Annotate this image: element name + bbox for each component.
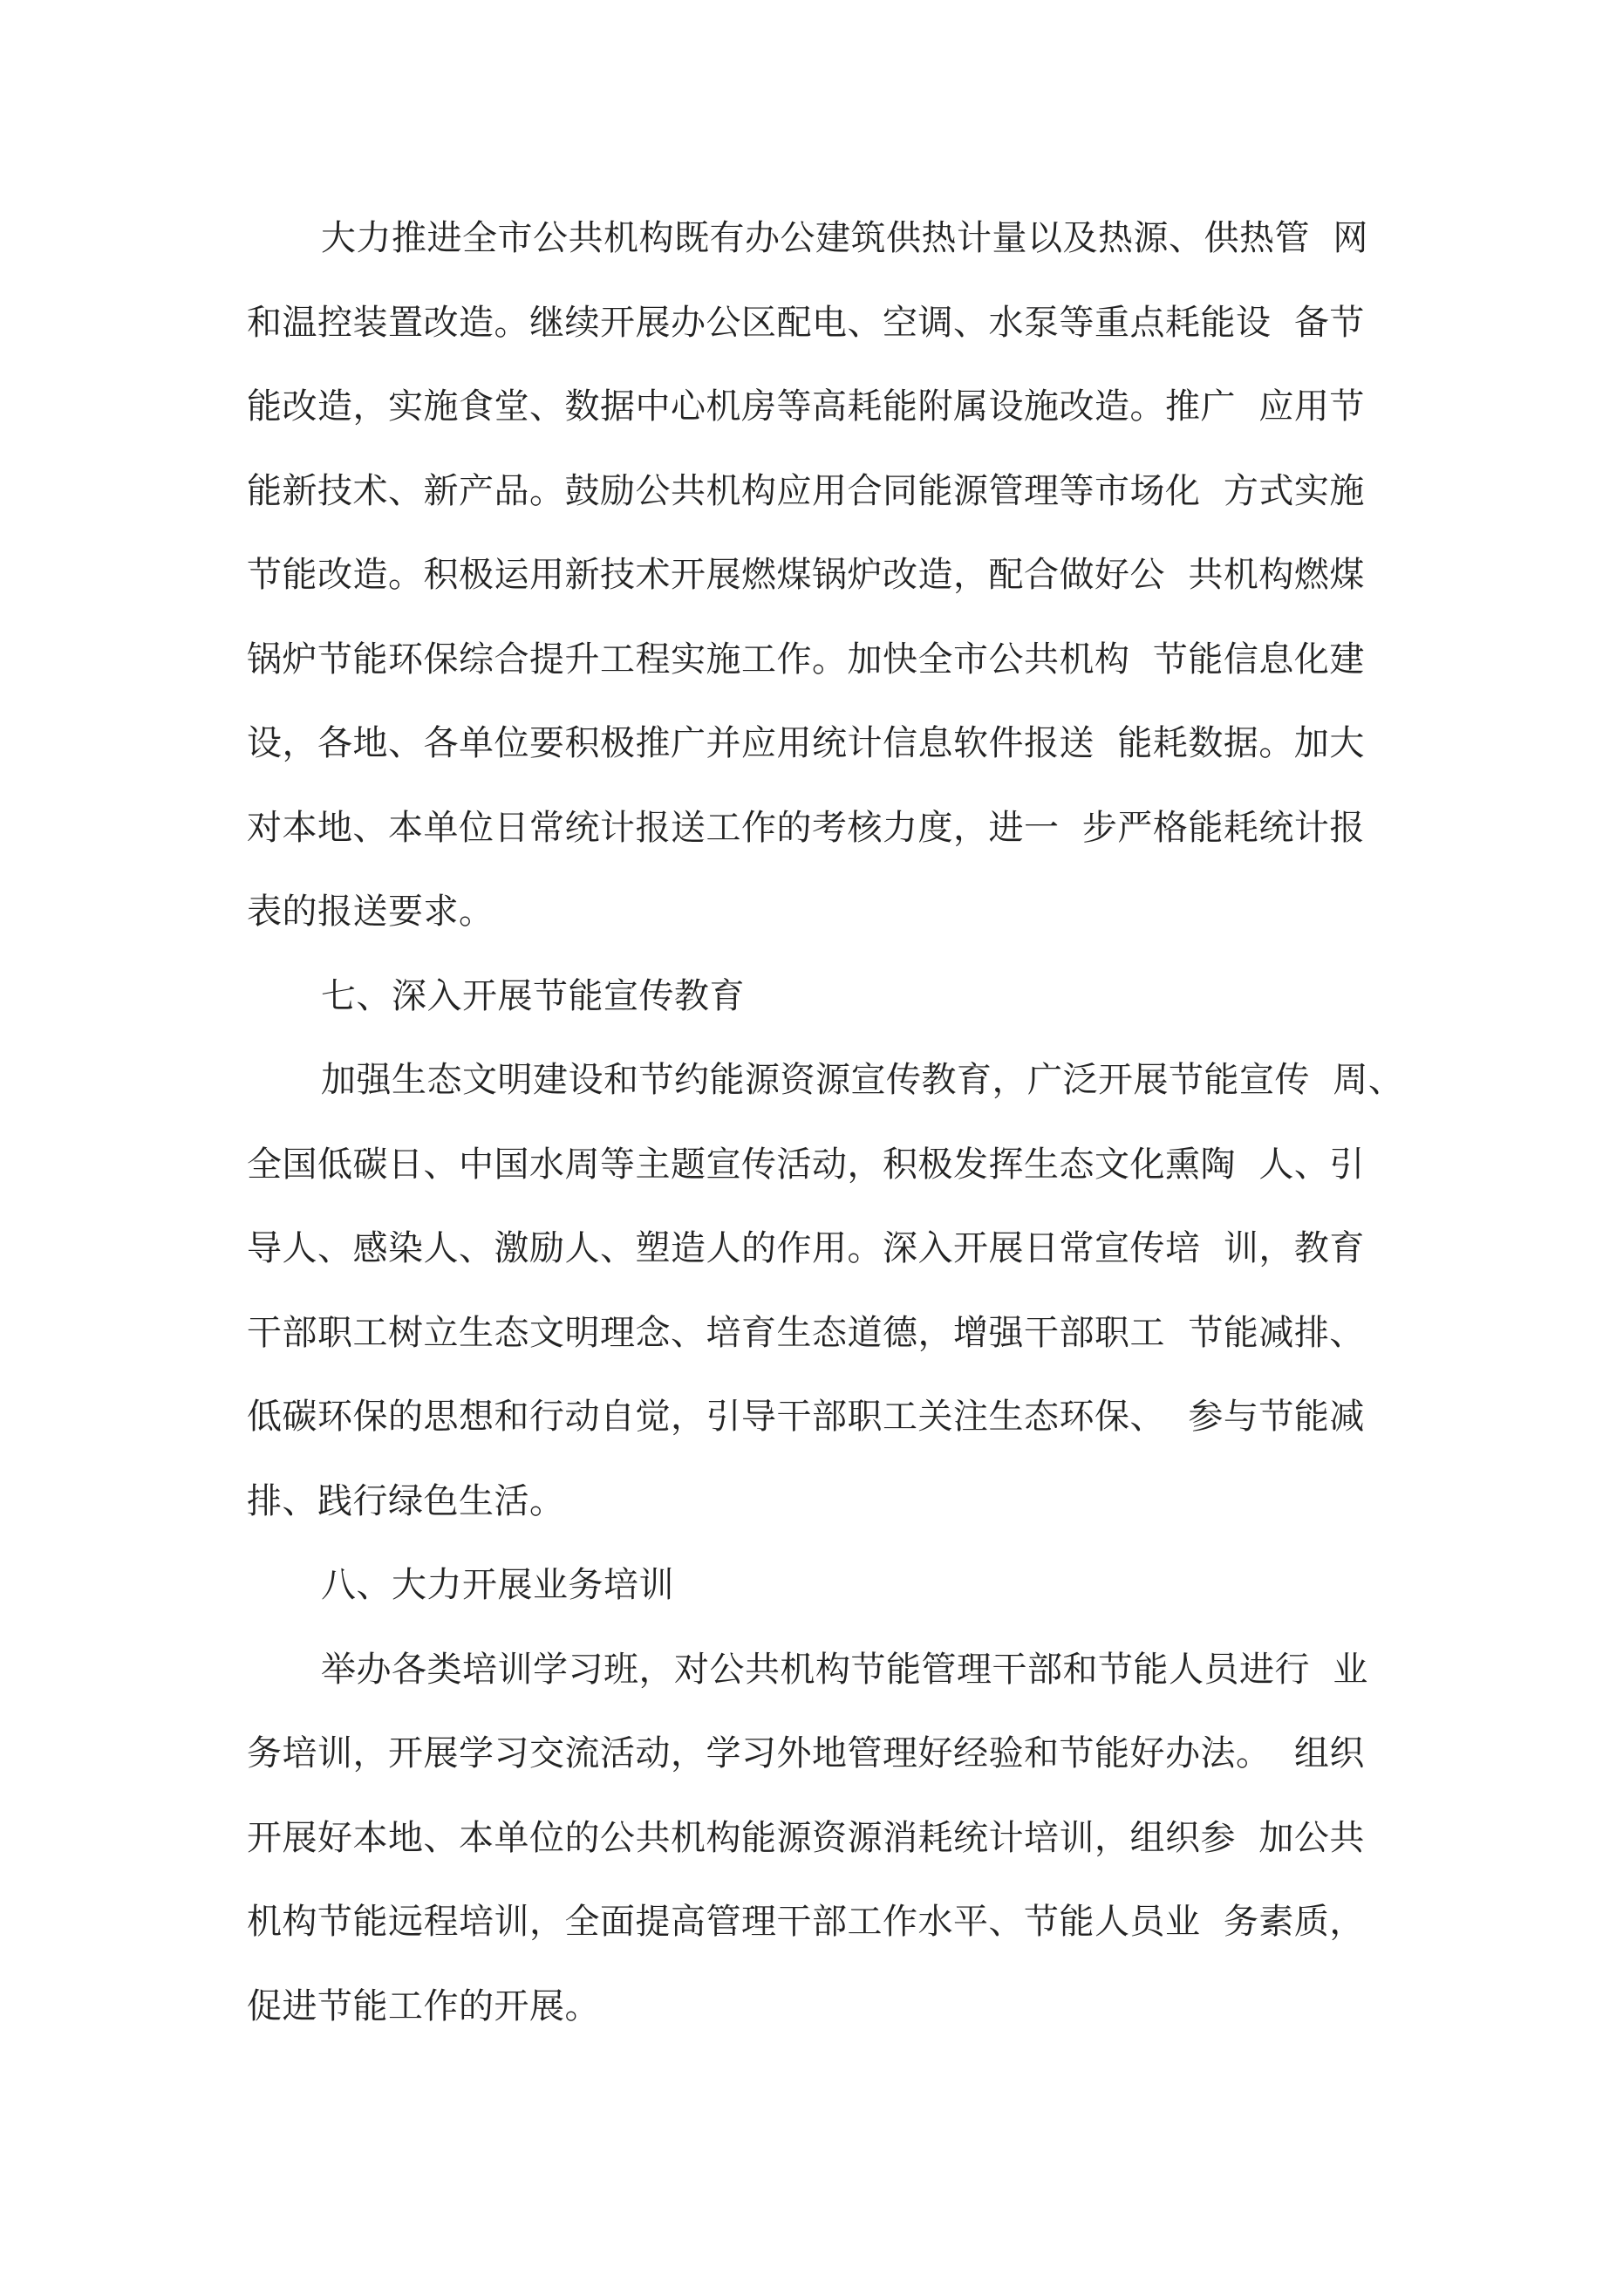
paragraph-heating-retrofit — [247, 196, 1389, 954]
paragraph-line: 加强生态文明建设和节约能源资源宣传教育，广泛开展节能宣传 周、 — [321, 1060, 1404, 1100]
paragraph-line: 举办各类培训学习班，对公共机构节能管理干部和节能人员进行 业 — [321, 1649, 1368, 1690]
paragraph-line: 锅炉节能环保综合提升工程实施工作。加快全市公共机构 节能信息化建 — [247, 639, 1365, 680]
paragraph-line: 干部职工树立生态文明理念、培育生态道德，增强干部职工 节能减排、 — [247, 1312, 1365, 1353]
paragraph-line: 机构节能远程培训，全面提高管理干部工作水平、节能人员业 务素质， — [247, 1902, 1365, 1942]
paragraph-line: 低碳环保的思想和行动自觉，引导干部职工关注生态环保、 参与节能减 — [247, 1397, 1365, 1437]
paragraph-line: 表的报送要求。 — [247, 892, 494, 932]
paragraph-line: 务培训，开展学习交流活动，学习外地管理好经验和节能好办法。 组织 — [247, 1733, 1365, 1773]
paragraph-line: 导人、感染人、激励人、塑造人的作用。深入开展日常宣传培 训，教育 — [247, 1228, 1365, 1268]
paragraph-business-training — [247, 1628, 1389, 2049]
paragraph-line: 和温控装置改造。继续开展办公区配电、空调、水泵等重点耗能设 备节 — [247, 302, 1365, 343]
paragraph-line: 开展好本地、本单位的公共机构能源资源消耗统计培训，组织参 加公共 — [247, 1817, 1365, 1858]
paragraph-line: 排、践行绿色生活。 — [247, 1480, 565, 1521]
paragraph-line: 对本地、本单位日常统计报送工作的考核力度，进一 步严格能耗统计报 — [247, 807, 1365, 848]
paragraph-publicity-education — [247, 1038, 1404, 1543]
paragraph-line: 大力推进全市公共机构既有办公建筑供热计量以及热源、供热管 网 — [321, 218, 1368, 258]
paragraph-line: 设，各地、各单位要积极推广并应用统计信息软件报送 能耗数据。加大 — [247, 723, 1365, 763]
document-body — [247, 196, 1404, 2048]
paragraph-line: 节能改造。积极运用新技术开展燃煤锅炉改造，配合做好公 共机构燃煤 — [247, 555, 1365, 595]
paragraph-line: 能改造，实施食堂、数据中心机房等高耗能附属设施改造。推广 应用节 — [247, 386, 1365, 427]
paragraph-line: 促进节能工作的开展。 — [247, 1985, 600, 2026]
section-heading-7: 七、深入开展节能宣传教育 — [321, 975, 745, 1016]
paragraph-line: 全国低碳日、中国水周等主题宣传活动，积极发挥生态文化熏陶 人、引 — [247, 1144, 1365, 1185]
section-heading-8: 八、大力开展业务培训 — [321, 1565, 674, 1605]
paragraph-line: 能新技术、新产品。鼓励公共机构应用合同能源管理等市场化 方式实施 — [247, 470, 1365, 511]
